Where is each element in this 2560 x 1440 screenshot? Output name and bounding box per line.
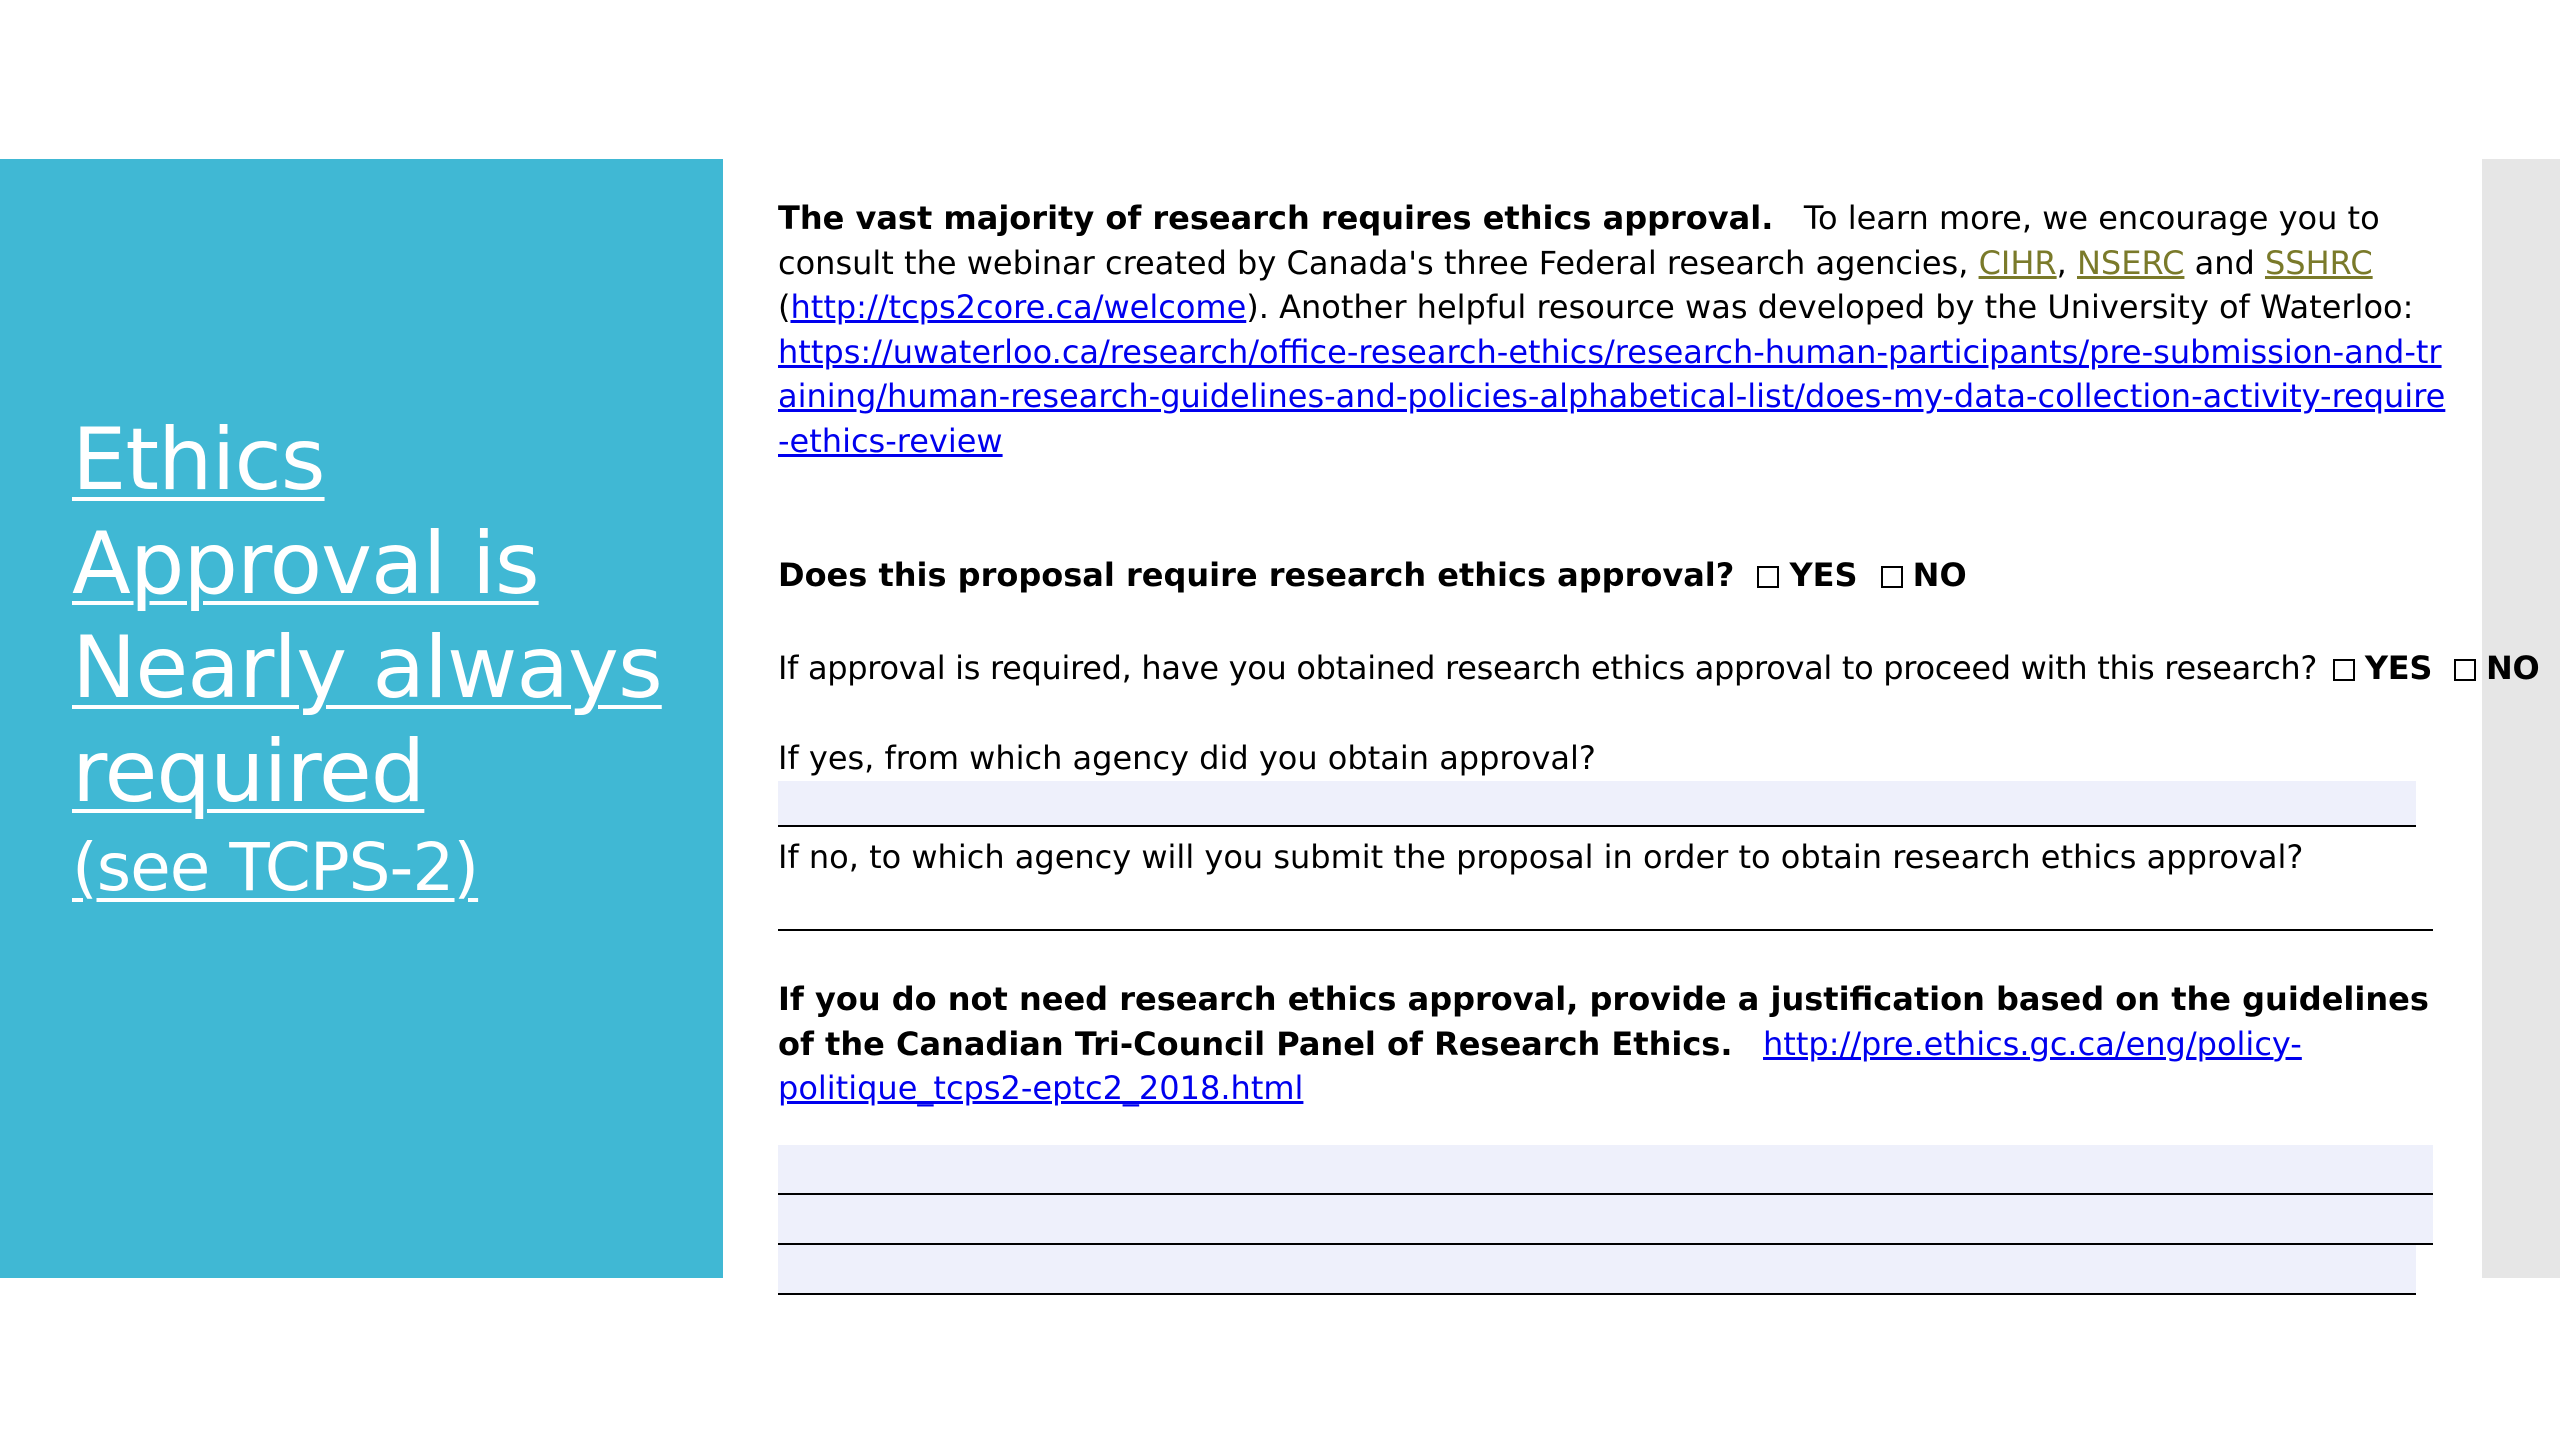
form-document [778, 196, 2540, 1295]
justification-line[interactable] [778, 1195, 2433, 1245]
intro-and: and [2194, 243, 2255, 282]
title-line-3: Nearly always [72, 618, 662, 718]
tcps2-link[interactable]: http://pre.ethics.gc.ca/eng/policy-politique_tcps2-eptc2_2018.html [778, 1024, 2302, 1107]
title-line-4: required [72, 722, 425, 822]
title-line-2: Approval is [72, 514, 539, 614]
question-4: If no, to which agency will you submit the proposal in order to obtain research ethics approval? [778, 837, 2304, 876]
question-5-text: If you do not need research ethics approval, provide a justification based on the guidelines of the Canadian Tri-Council Panel of Research Ethics. [778, 980, 2429, 1063]
sshrc-link[interactable]: SSHRC [2264, 243, 2373, 282]
q1-yes-label: YES [1789, 556, 1858, 594]
intro-paragraph [778, 196, 2448, 463]
question-2 [778, 646, 2540, 691]
intro-text-2: ). Another helpful resource was developed by the University of Waterloo: [1246, 288, 2414, 326]
q2-yes-label: YES [2364, 648, 2433, 687]
q2-no-checkbox[interactable] [2454, 659, 2476, 681]
question-1-text: Does this proposal require research ethics approval? [778, 556, 1735, 594]
justification-line[interactable] [778, 1145, 2433, 1195]
q2-yes-checkbox[interactable] [2333, 659, 2355, 681]
question-3: If yes, from which agency did you obtain approval? [778, 739, 1596, 777]
webinar-link[interactable]: http://tcps2core.ca/welcome [790, 288, 1247, 326]
waterloo-link[interactable]: https://uwaterloo.ca/research/office-research-ethics/research-human-participants/pre-submission-and-training/human-research-guidelines-and-policies-alphabetical-list/does-my-data-collection-activity-require-ethics-review [778, 332, 2446, 460]
intro-sep: , [2056, 243, 2067, 282]
question-2-text: If approval is required, have you obtained research ethics approval to proceed with this research? [778, 648, 2318, 687]
cihr-link[interactable]: CIHR [1978, 243, 2057, 282]
question-5 [778, 977, 2448, 1111]
justification-field[interactable] [778, 1145, 2433, 1295]
title-subtitle: (see TCPS-2) [72, 829, 479, 906]
agency-submit-field[interactable] [778, 885, 2433, 931]
q1-yes-checkbox[interactable] [1757, 566, 1779, 588]
q1-no-checkbox[interactable] [1881, 566, 1903, 588]
justification-line[interactable] [778, 1245, 2416, 1295]
right-edge-bar [2482, 159, 2560, 1278]
question-1 [778, 553, 2448, 598]
intro-text-1: To learn more, we encourage you to consult the webinar created by Canada's three Federal research agencies, [778, 199, 2380, 282]
agency-obtained-field[interactable] [778, 781, 2416, 827]
q2-no-label: NO [2485, 648, 2540, 687]
q1-no-label: NO [1912, 556, 1967, 594]
intro-paren: ( [778, 288, 791, 326]
intro-lead: The vast majority of research requires ethics approval. [778, 199, 1774, 237]
nserc-link[interactable]: NSERC [2076, 243, 2185, 282]
title-line-1: Ethics [72, 410, 325, 510]
slide-title[interactable] [72, 408, 692, 910]
